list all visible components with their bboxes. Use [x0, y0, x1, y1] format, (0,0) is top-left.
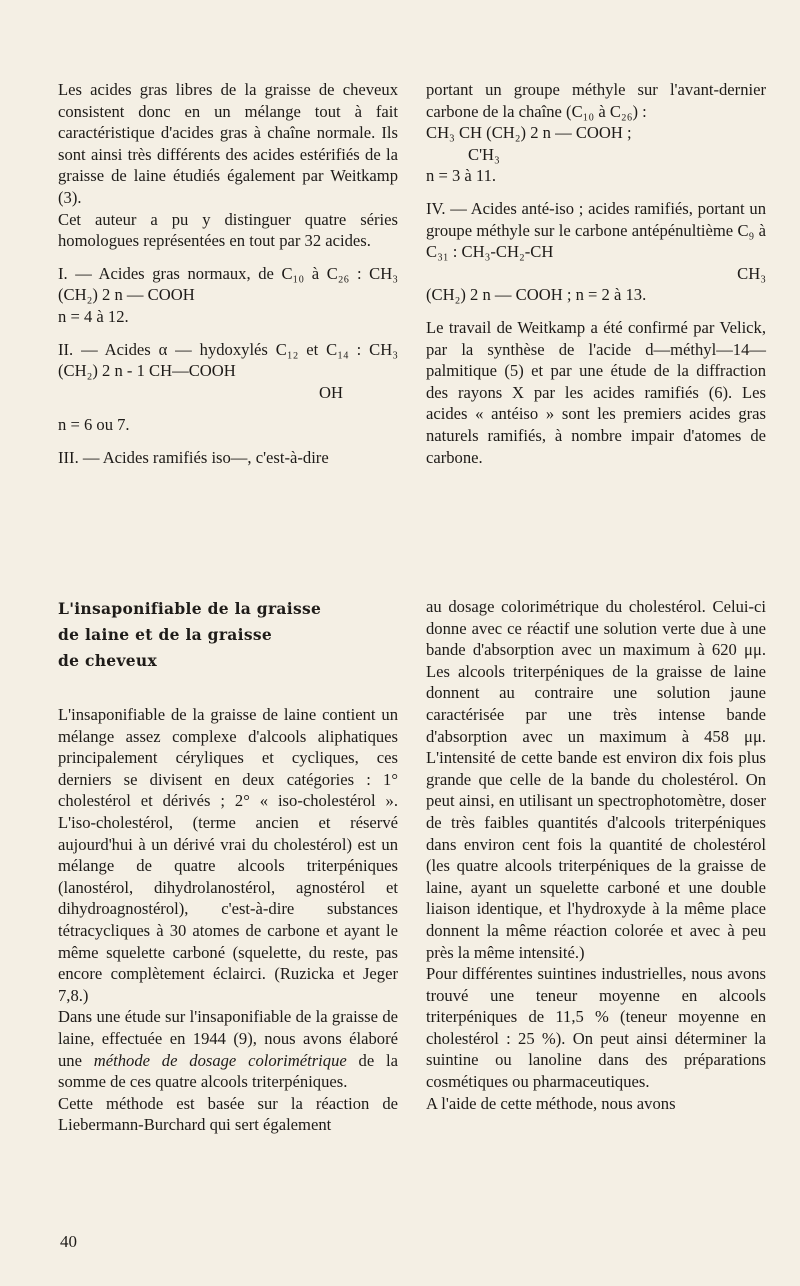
page-number: 40: [60, 1232, 77, 1251]
section-heading: [58, 596, 398, 674]
heading-line: de laine et de la graisse: [58, 625, 273, 644]
paragraph: Cette méthode est basée sur la réaction de Liebermann-Burchard qui sert également: [58, 1093, 398, 1135]
right-column-bottom: [426, 596, 766, 1114]
series-ii-n: n = 6 ou 7.: [58, 415, 130, 435]
formula-branch: C'H₃: [468, 144, 500, 164]
series-i-n: n = 4 à 12.: [58, 306, 129, 326]
left-column-top: [58, 79, 398, 469]
paragraph: Le travail de Weitkamp a été confirmé par Velick, par la synthèse de l'acide d—méthyl—14—palmitique (5) et par une étude de la diffraction des rayons X par les acides ramifiés (6). Les acides « antéiso » sont les premiers acides gras naturels ramifiés, à nombre impair d'atomes de carbone.: [426, 317, 766, 467]
paragraph: A l'aide de cette méthode, nous avons: [426, 1093, 676, 1113]
paragraph: [58, 1006, 398, 1092]
series-ii: II. — Acides α — hydoxylés C₁₂ et C₁₄ : CH₃ (CH₂) 2 n - 1 CH—COOH: [58, 339, 398, 381]
formula: CH₃ CH (CH₂) 2 n — COOH ;: [426, 123, 632, 143]
series-iv-n: (CH₂) 2 n — COOH ; n = 2 à 13.: [426, 285, 647, 305]
emphasis: méthode de dosage colorimétrique: [93, 1050, 347, 1070]
series-iii: III. — Acides ramifiés iso—, c'est-à-dire: [58, 447, 329, 467]
formula-n: n = 3 à 11.: [426, 166, 497, 186]
line: portant un groupe méthyle sur l'avant-dernier carbone de la chaîne (C₁₀ à C₂₆) :: [426, 80, 766, 121]
paragraph: Les acides gras libres de la graisse de cheveux consistent donc en un mélange tout à fait caractéristique d'acides gras à chaîne normale. Ils sont ainsi très différents des acides estérifiés de la graisse de laine étudiés également par Weitkamp (3).: [58, 80, 398, 207]
paragraph: Cet auteur a pu y distinguer quatre séries homologues représentées en tout par 32 acides.: [58, 209, 398, 251]
paragraph: Pour différentes suintines industrielles, nous avons trouvé une teneur moyenne en alcools triterpéniques de 11,5 % (teneur moyenne en cholestérol : 25 %). On peut ainsi déterminer la suintine ou lanoline dans des préparations cosmétiques ou pharmaceutiques.: [426, 964, 766, 1092]
text-run: Dans une étude sur l'insaponifiable de la graisse de laine, effectuée en 1944 (9), nous avons élaboré une: [58, 1007, 398, 1070]
paragraph: L'insaponifiable de la graisse de laine contient un mélange assez complexe d'alcools aliphatiques principalement céryliques et cycliques, ces derniers se divisent en deux catégories : 1° cholestérol et dérivés ; 2° « iso-cholestérol ». L'iso-cholestérol, (terme ancien et réservé aujourd'hui à un dérivé vrai du cholestérol) est un mélange de quatre alcools triterpéniques (lanostérol, dihydrolanostérol, agnostérol et dihydroagnostérol), c'est-à-dire substances tétracycliques à 30 atomes de carbone et ayant le même squelette carboné (squelette, du reste, pas encore complètement éclairci. (Ruzicka et Jeger 7,8.): [58, 705, 398, 1005]
text-run: de la somme de ces quatre alcools triterpéniques.: [58, 1050, 398, 1092]
series-i: I. — Acides gras normaux, de C₁₀ à C₂₆ : CH₃ (CH₂) 2 n — COOH: [58, 263, 398, 305]
left-column-bottom: [58, 596, 398, 1136]
paragraph: au dosage colorimétrique du cholestérol. Celui-ci donne avec ce réactif une solution verte due à une bande d'absorption avec un maximum à 620 μμ. Les alcools triterpéniques de la graisse de laine donnent au contraire une solution jaune caractérisée par une très intense bande d'absorption avec un maximum à 458 μμ. L'intensité de cette bande est environ dix fois plus grande que celle de la bande du cholestérol. On peut ainsi, en utilisant un spectrophotomètre, doser de très faibles quantités d'alcools triterpéniques dans environ cent fois la quantité de cholestérol (les quatre alcools triterpéniques de la graisse de laine, ayant un squelette carboné et une double liaison identique, et l'hydroxyde à la même place donnent la même réaction colorée et avec à peu près la même intensité.): [426, 597, 766, 962]
right-column-top: [426, 79, 766, 468]
series-iv: IV. — Acides anté-iso ; acides ramifiés, portant un groupe méthyle sur le carbone antépénultième C₉ à C₃₁ : CH₃-CH₂-CH: [426, 198, 766, 262]
series-ii-oh: OH: [319, 382, 343, 402]
heading-line: de cheveux: [58, 651, 158, 670]
series-iv-branch: CH₃: [737, 263, 766, 283]
heading-line: L'insaponifiable de la graisse: [58, 599, 322, 618]
